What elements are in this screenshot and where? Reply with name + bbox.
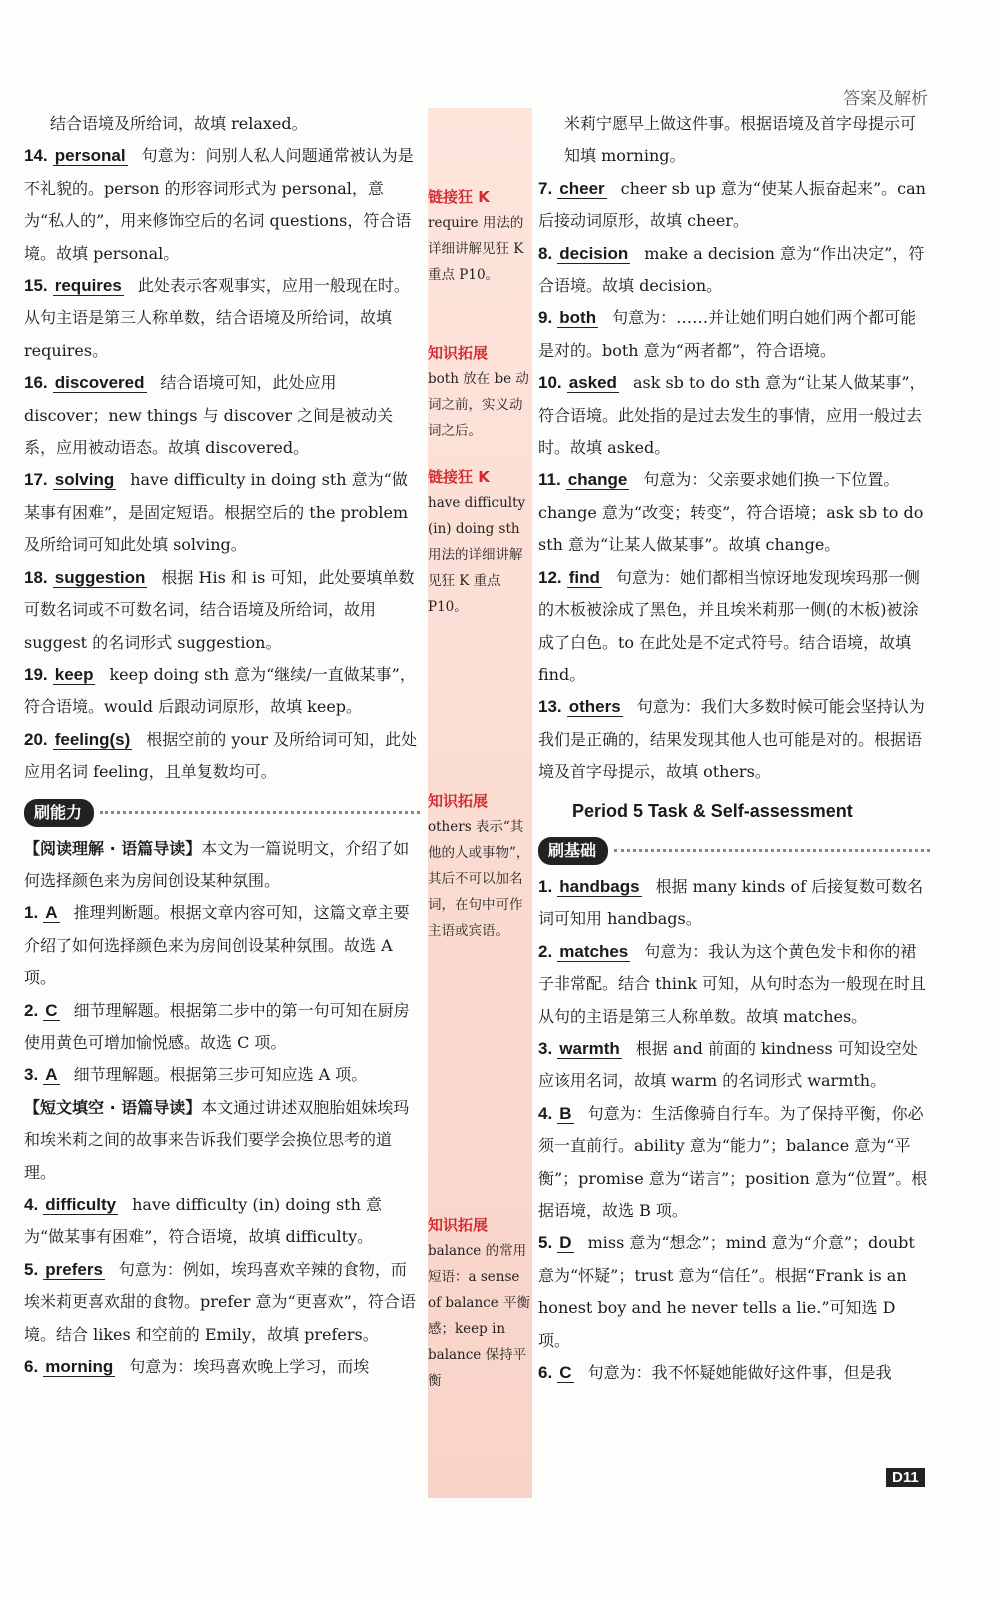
answer-item	[24, 1059, 420, 1091]
explanation-text: 句意为：……并让她们明白她们两个都可能是对的。both 意为“两者都”，符合语境。	[538, 308, 917, 360]
note-tag: 知识拓展	[428, 344, 489, 362]
item-number: 11.	[538, 470, 561, 490]
answer-word: personal	[54, 146, 126, 166]
item-number: 10.	[538, 373, 562, 393]
answer-item	[24, 464, 420, 561]
item-number: 16.	[24, 373, 48, 393]
item-number: 1.	[538, 876, 553, 896]
answer-word: both	[559, 308, 597, 328]
explanation-text: 句意为：生活像骑自行车。为了保持平衡，你必须一直前行。ability 意为“能力”；balance 意为“平衡”；promise 意为“诺言”；position 意为“位置”。根据语境，故选 B 项。	[538, 1103, 928, 1220]
item-number: 12.	[538, 567, 562, 587]
answer-word: others	[568, 697, 621, 717]
note-tag: 知识拓展	[428, 1216, 489, 1234]
note-box	[428, 788, 532, 944]
period-title: Period 5 Task & Self-assessment	[572, 800, 853, 821]
item-number: 4.	[24, 1195, 39, 1214]
answer-item	[538, 238, 930, 303]
page-number: D11	[886, 1468, 925, 1487]
item-number: 3.	[538, 1038, 553, 1058]
dotted-divider	[614, 849, 930, 852]
item-number: 19.	[24, 664, 48, 684]
cloze-text: 本文通过讲述双胞胎姐妹埃玛和埃米莉之间的故事来告诉我们要学会换位思考的道理。	[24, 1097, 410, 1182]
answer-item	[24, 897, 420, 994]
explanation-text: 根据 many kinds of 后接复数可数名词可知用 handbags。	[538, 876, 924, 929]
answer-item	[538, 173, 930, 238]
item-number: 2.	[538, 941, 553, 961]
item-number: 18.	[24, 567, 48, 587]
item-number: 2.	[24, 1000, 39, 1020]
explanation-text: have difficulty in doing sth 意为“做某事有困难”，是固定短语。根据空后的 the problem 及所给词可知此处填 solving。	[24, 470, 409, 555]
explanation-text: 句意为：我认为这个黄色发卡和你的裙子非常配。结合 think 可知，从句时态为一般现在时且从句的主语是第三人称单数。故填 matches。	[538, 941, 927, 1026]
dotted-divider	[100, 811, 420, 814]
note-box	[428, 1212, 532, 1394]
answer-item	[538, 464, 930, 561]
explanation-text: make a decision 意为“作出决定”，符合语境。故填 decision。	[538, 243, 925, 296]
left-intro: 结合语境及所给词，故填 relaxed。	[50, 114, 308, 133]
item-number: 8.	[538, 243, 553, 263]
item-number: 3.	[24, 1065, 39, 1085]
explanation-text: cheer sb up 意为“使某人振奋起来”。can 后接动词原形，故填 cheer。	[538, 178, 926, 231]
item-number: 5.	[538, 1233, 553, 1253]
note-tag: 链接狂 K	[428, 468, 490, 486]
section-badge: 刷基础	[538, 837, 608, 865]
item-number: 20.	[24, 729, 48, 749]
answer-item	[538, 1033, 930, 1098]
reading-text: 本文为一篇说明文，介绍了如何选择颜色来为房间创设某种氛围。	[24, 838, 410, 890]
answer-word: B	[559, 1103, 572, 1123]
answer-word: morning	[45, 1357, 114, 1377]
explanation-text: have difficulty (in) doing sth 意为“做某事有困难”，符合语境，故填 difficulty。	[24, 1195, 382, 1247]
explanation-text: 细节理解题。根据第三步可知应选 A 项。	[73, 1065, 368, 1085]
explanation-text: ask sb to do sth 意为“让某人做某事”，符合语境。此处指的是过去发生的事情，应用一般过去时。故填 asked。	[538, 373, 926, 458]
answer-word: handbags	[559, 876, 640, 896]
answer-word: matches	[559, 941, 629, 961]
answer-word: feeling(s)	[54, 729, 131, 749]
note-body: balance 的常用短语：a sense of balance 平衡感；keep in balance 保持平衡	[428, 1243, 531, 1389]
answer-item	[24, 659, 420, 724]
explanation-text: 句意为：我们大多数时候可能会坚持认为我们是正确的，结果发现其他人也可能是对的。根据语境及首字母提示，故填 others。	[538, 697, 925, 782]
answer-item	[24, 1351, 420, 1383]
answer-item	[538, 871, 930, 936]
explanation-text: 句意为：父亲要求她们换一下位置。change 意为“改变；转变”，符合语境；ask sb to do sth 意为“让某人做某事”。故填 change。	[538, 470, 924, 555]
left-column	[24, 108, 420, 1383]
note-body: both 放在 be 动词之前，实义动词之后。	[428, 371, 529, 439]
item-number: 6.	[24, 1357, 39, 1377]
explanation-text: 结合语境可知，此处应用 discover；new things 与 discover 之间是被动关系，应用被动语态。故填 discovered。	[24, 373, 394, 458]
section-bar-ability	[24, 799, 420, 827]
explanation-text: 此处表示客观事实，应用一般现在时。从句主语是第三人称单数，结合语境及所给词，故填 requires。	[24, 276, 410, 360]
section-badge: 刷能力	[24, 799, 94, 827]
margin-notes	[428, 108, 532, 1498]
answer-word: A	[45, 903, 58, 923]
cloze-tag: 【短文填空 · 语篇导读】	[24, 1097, 202, 1117]
explanation-text: 推理判断题。根据文章内容可知，这篇文章主要介绍了如何选择颜色来为房间创设某种氛围。故选 A 项。	[24, 903, 410, 988]
item-number: 14.	[24, 146, 48, 166]
answer-item	[24, 1189, 420, 1254]
answer-word: solving	[54, 470, 115, 490]
answer-item	[538, 562, 930, 692]
answer-word: difficulty	[45, 1195, 117, 1214]
note-body: others 表示“其他的人或事物”，其后不可以加名词，在句中可作主语或宾语。	[428, 819, 530, 939]
answer-word: D	[559, 1233, 572, 1253]
note-box	[428, 184, 532, 288]
item-number: 9.	[538, 308, 553, 328]
answer-item	[538, 936, 930, 1033]
answer-word: keep	[54, 664, 94, 684]
answer-word: discovered	[54, 373, 145, 393]
answer-word: C	[45, 1000, 58, 1020]
answer-item	[538, 367, 930, 464]
item-number: 7.	[538, 178, 553, 198]
answer-word: asked	[568, 373, 617, 393]
right-column	[538, 108, 930, 1389]
reading-guide	[24, 833, 420, 898]
explanation-text: 根据空前的 your 及所给词可知，此处应用名词 feeling，且单复数均可。	[24, 729, 418, 782]
answer-item	[24, 562, 420, 659]
right-intro: 米莉宁愿早上做这件事。根据语境及首字母提示可知填 morning。	[564, 114, 917, 166]
cloze-guide	[24, 1092, 420, 1189]
item-number: 6.	[538, 1363, 553, 1383]
answer-word: requires	[54, 276, 122, 296]
answer-item	[24, 367, 420, 464]
item-number: 4.	[538, 1103, 553, 1123]
answer-item	[538, 1098, 930, 1228]
answer-word: C	[559, 1363, 572, 1383]
explanation-text: keep doing sth 意为“继续/一直做某事”，符合语境。would 后跟动词原形，故填 keep。	[24, 664, 416, 717]
item-number: 13.	[538, 697, 562, 717]
note-tag: 知识拓展	[428, 792, 489, 810]
explanation-text: 细节理解题。根据第二步中的第一句可知在厨房使用黄色可增加愉悦感。故选 C 项。	[24, 1000, 410, 1052]
answer-word: warmth	[559, 1038, 620, 1058]
note-box	[428, 464, 532, 620]
page-header: 答案及解析	[843, 89, 928, 109]
explanation-text: 句意为：埃玛喜欢晚上学习，而埃	[129, 1357, 370, 1377]
explanation-text: 根据 and 前面的 kindness 可知设空处应该用名词，故填 warm 的名词形式 warmth。	[538, 1038, 918, 1091]
answer-item	[24, 1254, 420, 1351]
answer-word: prefers	[45, 1259, 103, 1279]
answer-item	[538, 691, 930, 788]
note-body: require 用法的详细讲解见狂 K 重点 P10。	[428, 215, 524, 283]
explanation-text: 根据 His 和 is 可知，此处要填单数可数名词或不可数名词，结合语境及所给词，故用 suggest 的名词形式 suggestion。	[24, 567, 415, 652]
explanation-text: miss 意为“想念”；mind 意为“介意”；doubt 意为“怀疑”；trust 意为“信任”。根据“Frank is an honest boy and he never tells a lie.”可知选 D 项。	[538, 1233, 915, 1350]
answer-word: decision	[559, 243, 629, 263]
answer-word: A	[45, 1065, 58, 1085]
explanation-text: 句意为：我不怀疑她能做好这件事，但是我	[587, 1363, 892, 1383]
answer-item	[24, 995, 420, 1060]
answer-item	[24, 724, 420, 789]
item-number: 1.	[24, 903, 39, 923]
answer-word: suggestion	[54, 567, 146, 587]
note-tag: 链接狂 K	[428, 188, 490, 206]
answer-word: change	[567, 470, 628, 490]
explanation-text: 句意为：她们都相当惊讶地发现埃玛那一侧的木板被涂成了黑色，并且埃米莉那一侧(的木板)被涂成了白色。to 在此处是不定式符号。结合语境，故填 find。	[538, 567, 920, 684]
answer-word: find	[568, 567, 600, 587]
explanation-text: 句意为：问别人私人问题通常被认为是不礼貌的。person 的形容词形式为 personal，意为“私人的”，用来修饰空后的名词 questions，符合语境。故填 personal。	[24, 146, 414, 263]
reading-tag: 【阅读理解 · 语篇导读】	[24, 838, 202, 858]
section-bar-basic	[538, 837, 930, 865]
note-body: have difficulty (in) doing sth 用法的详细讲解见狂 K 重点 P10。	[428, 495, 526, 615]
answer-item	[538, 302, 930, 367]
explanation-text: 句意为：例如，埃玛喜欢辛辣的食物，而埃米莉更喜欢甜的食物。prefer 意为“更喜欢”，符合语境。结合 likes 和空前的 Emily，故填 prefers。	[24, 1259, 416, 1344]
answer-item	[538, 1227, 930, 1357]
answer-word: cheer	[559, 178, 605, 198]
note-box	[428, 340, 532, 444]
item-number: 17.	[24, 470, 48, 490]
item-number: 15.	[24, 276, 48, 296]
answer-item	[24, 140, 420, 270]
answer-item	[538, 1357, 930, 1389]
answer-item	[24, 270, 420, 367]
item-number: 5.	[24, 1259, 39, 1279]
